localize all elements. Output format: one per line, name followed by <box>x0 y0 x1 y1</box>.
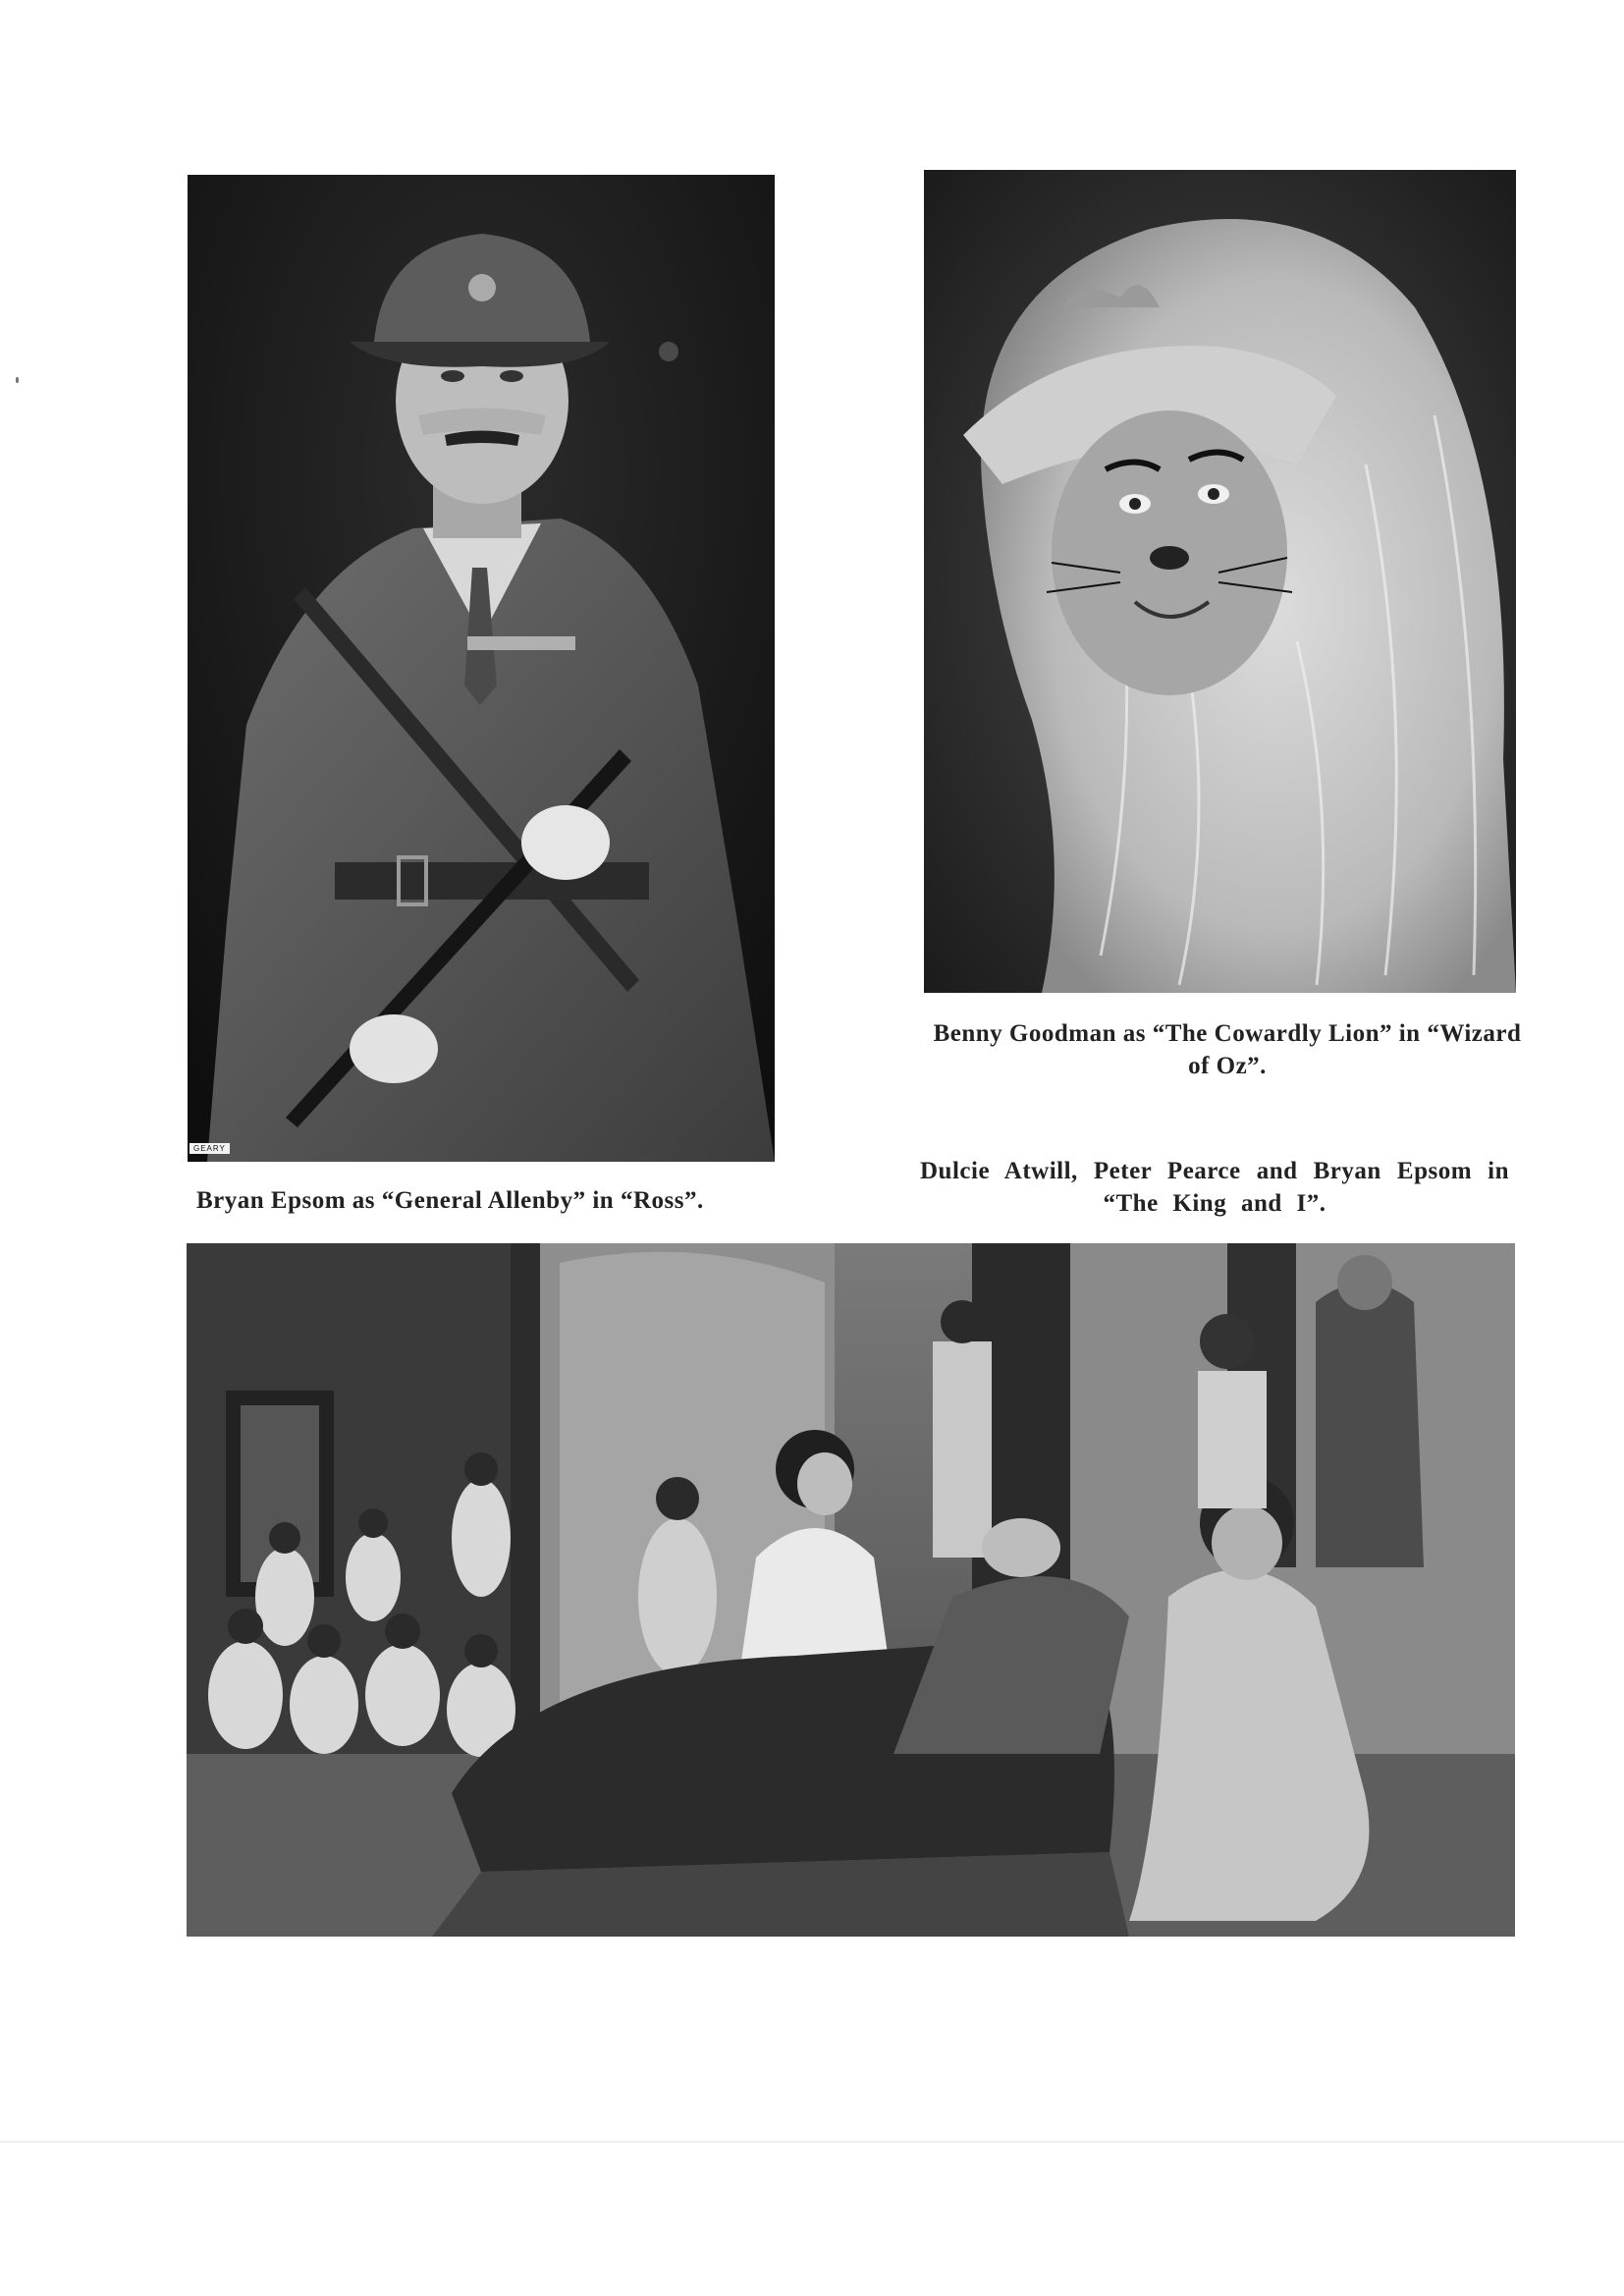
caption-general-allenby: Bryan Epsom as “General Allenby” in “Ross”. <box>196 1187 704 1214</box>
photo-cowardly-lion-image <box>924 170 1516 993</box>
photo-king-and-i-image <box>187 1243 1515 1937</box>
photo-credit: GEARY <box>189 1143 230 1154</box>
caption-king-and-i: Dulcie Atwill, Peter Pearce and Bryan Epsom in “The King and I”. <box>920 1158 1509 1217</box>
photo-general-allenby-image <box>188 175 775 1162</box>
scan-mark <box>16 377 19 383</box>
caption-cowardly-lion: Benny Goodman as “The Cowardly Lion” in “Wizard of Oz”. <box>933 1020 1522 1079</box>
photo-cowardly-lion <box>924 170 1516 993</box>
photo-general-allenby <box>188 175 775 1162</box>
scan-fold-line <box>0 2141 1624 2143</box>
photo-king-and-i <box>187 1243 1515 1937</box>
